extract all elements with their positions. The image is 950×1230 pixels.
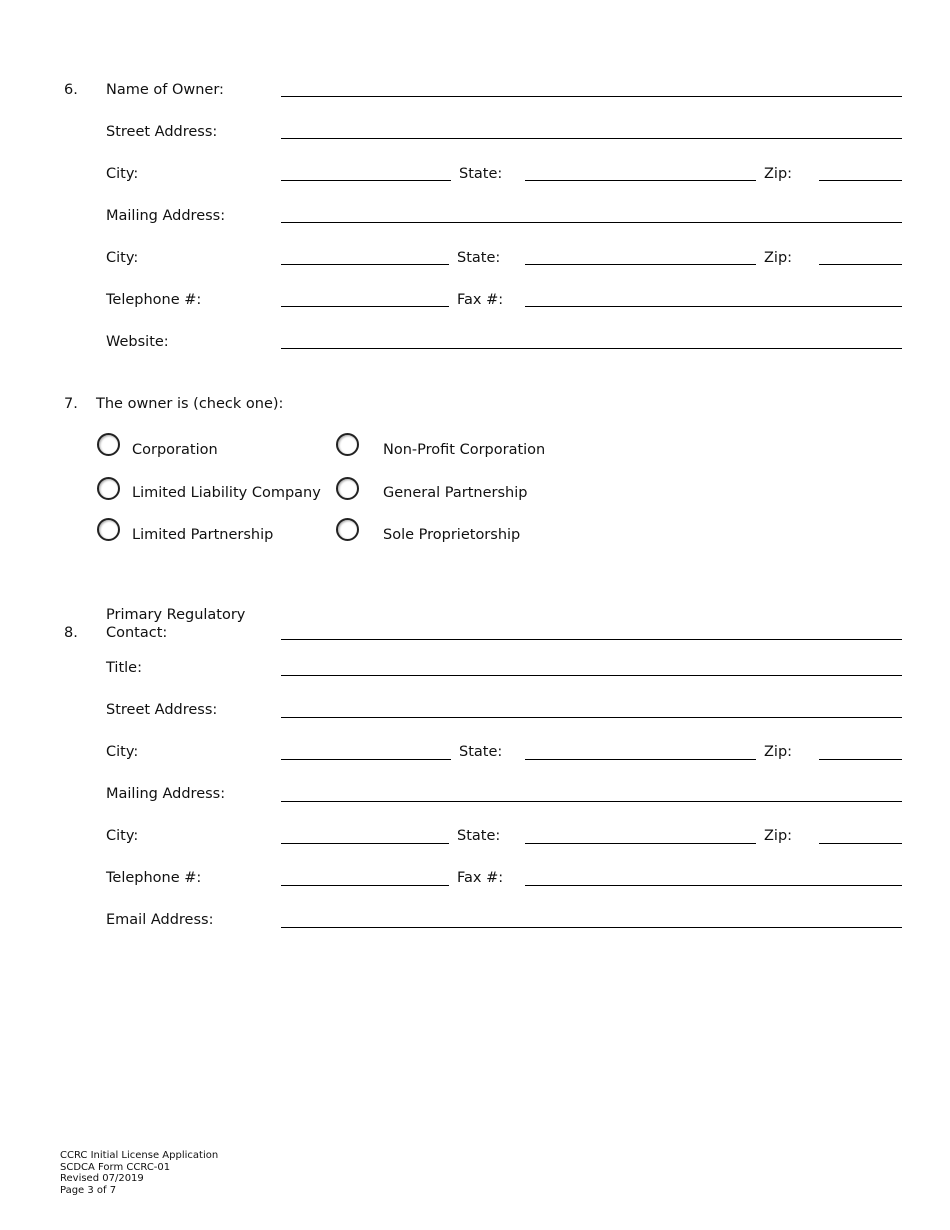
contact-state-field[interactable] [525,759,756,760]
section-6-number: 6. [64,82,78,98]
owner-state-label: State: [459,166,503,182]
contact-mailing-city-field[interactable] [281,843,449,844]
owner-website-field[interactable] [281,348,902,349]
owner-mailing-zip-label: Zip: [764,250,793,266]
owner-mailing-city-field[interactable] [281,264,449,265]
contact-mailing-field[interactable] [281,801,902,802]
owner-fax-label: Fax #: [457,292,504,308]
contact-fax-field[interactable] [525,885,902,886]
option-non-profit-corporation-label: Non-Profit Corporation [383,442,546,458]
contact-zip-label: Zip: [764,744,793,760]
contact-mailing-zip-field[interactable] [819,843,902,844]
owner-mailing-state-label: State: [457,250,501,266]
contact-mailing-state-field[interactable] [525,843,756,844]
contact-label-line2: Contact: [106,625,168,641]
option-general-partnership-label: General Partnership [383,485,528,501]
contact-fax-label: Fax #: [457,870,504,886]
section-8-number: 8. [64,625,78,641]
owner-street-label: Street Address: [106,124,218,140]
owner-name-field[interactable] [281,96,902,97]
contact-phone-label: Telephone #: [106,870,202,886]
owner-type-prompt: The owner is (check one): [96,396,284,412]
radio-limited-partnership[interactable] [97,518,120,541]
contact-phone-field[interactable] [281,885,449,886]
owner-fax-field[interactable] [525,306,902,307]
footer-form-number: SCDCA Form CCRC-01 [60,1161,171,1173]
owner-mailing-field[interactable] [281,222,902,223]
footer-revision: Revised 07/2019 [60,1173,144,1184]
contact-label-line1: Primary Regulatory [106,607,246,623]
page-footer [60,1150,218,1196]
contact-mailing-city-label: City: [106,828,139,844]
contact-mailing-state-label: State: [457,828,501,844]
contact-street-field[interactable] [281,717,902,718]
contact-street-label: Street Address: [106,702,218,718]
owner-phone-label: Telephone #: [106,292,202,308]
section-7-number: 7. [64,396,78,412]
owner-phone-field[interactable] [281,306,449,307]
owner-name-label: Name of Owner: [106,82,224,98]
contact-city-label: City: [106,744,139,760]
contact-name-field[interactable] [281,639,902,640]
option-limited-partnership-label: Limited Partnership [132,527,274,543]
contact-title-field[interactable] [281,675,902,676]
contact-city-field[interactable] [281,759,451,760]
radio-sole-proprietorship[interactable] [336,518,359,541]
option-limited-liability-company-label: Limited Liability Company [132,485,321,501]
option-sole-proprietorship-label: Sole Proprietorship [383,527,521,543]
contact-zip-field[interactable] [819,759,902,760]
owner-mailing-city-label: City: [106,250,139,266]
owner-mailing-zip-field[interactable] [819,264,902,265]
radio-general-partnership[interactable] [336,477,359,500]
footer-page-number: Page 3 of 7 [60,1184,117,1196]
contact-title-label: Title: [106,660,142,676]
option-corporation-label: Corporation [132,442,218,458]
radio-limited-liability-company[interactable] [97,477,120,500]
owner-zip-field[interactable] [819,180,902,181]
radio-non-profit-corporation[interactable] [336,433,359,456]
owner-city-label: City: [106,166,139,182]
owner-mailing-state-field[interactable] [525,264,756,265]
footer-form-title: CCRC Initial License Application [60,1150,219,1161]
owner-mailing-label: Mailing Address: [106,208,226,224]
owner-street-field[interactable] [281,138,902,139]
contact-email-field[interactable] [281,927,902,928]
owner-zip-label: Zip: [764,166,793,182]
contact-mailing-label: Mailing Address: [106,786,226,802]
owner-website-label: Website: [106,334,169,350]
contact-email-label: Email Address: [106,912,214,928]
contact-mailing-zip-label: Zip: [764,828,793,844]
radio-corporation[interactable] [97,433,120,456]
contact-state-label: State: [459,744,503,760]
owner-state-field[interactable] [525,180,756,181]
owner-city-field[interactable] [281,180,451,181]
